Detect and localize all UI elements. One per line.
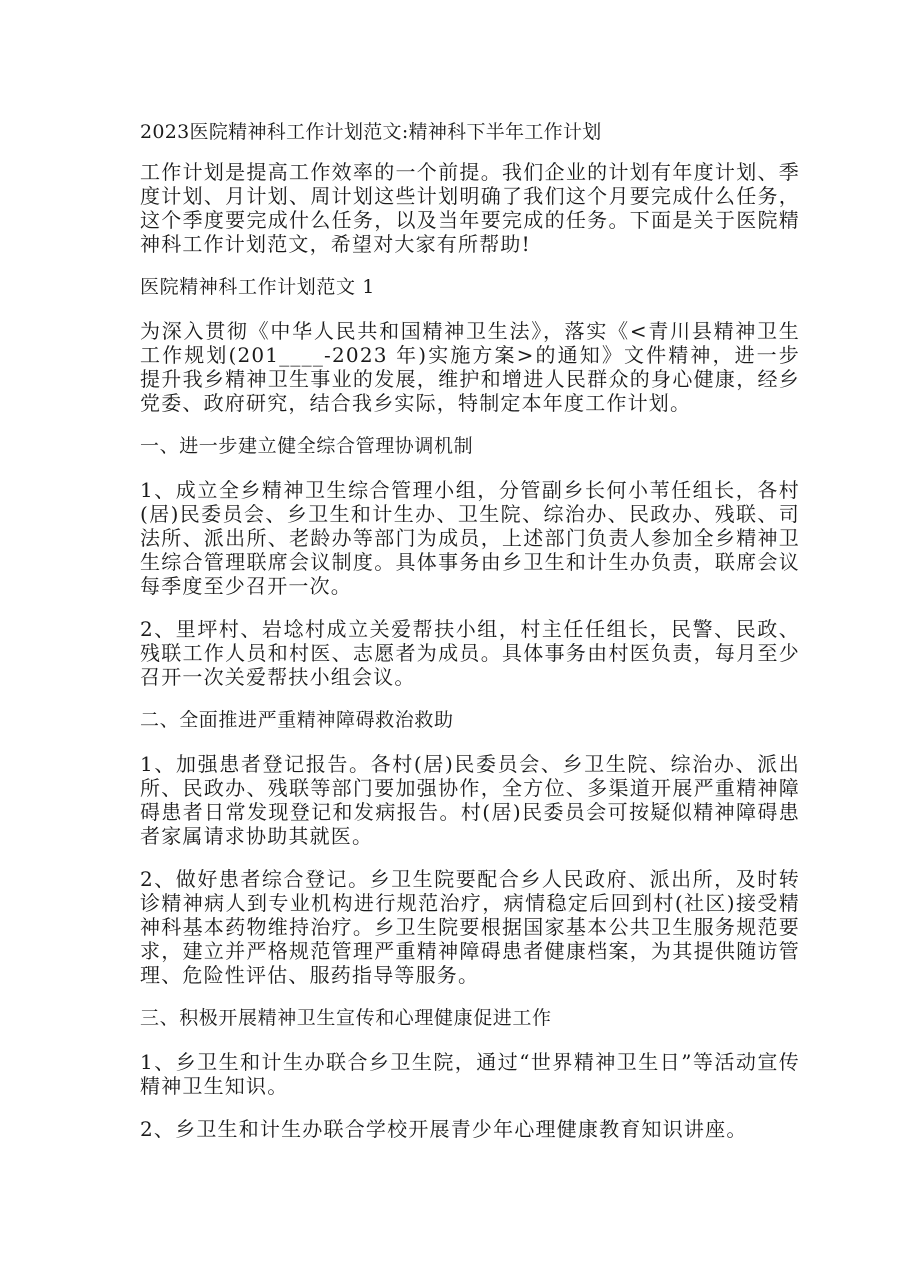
part2-heading: 二、全面推进严重精神障碍救治救助 [140, 709, 454, 731]
preamble-paragraph: 为深入贯彻《中华人民共和国精神卫生法》，落实《<青川县精神卫生工作规划(201____-2023 年)实施方案>的通知》文件精神，进一步提升我乡精神卫生事业的发展，维护和增进人民群众的身心健康，经乡党委、政府研究，结合我乡实际，特制定本年度工作计划。 [140, 319, 800, 415]
part2-item1: 1、加强患者登记报告。各村(居)民委员会、乡卫生院、综治办、派出所、民政办、残联等部门要加强协作，全方位、多渠道开展严重精神障碍患者日常发现登记和发病报告。村(居)民委员会可按疑似精神障碍患者家属请求协助其就医。 [140, 752, 800, 848]
part3-item2: 2、乡卫生和计生办联合学校开展青少年心理健康教育知识讲座。 [140, 1117, 748, 1141]
part1-heading: 一、进一步建立健全综合管理协调机制 [140, 435, 474, 457]
document-page [140, 118, 800, 1160]
part1-item2: 2、里坪村、岩埝村成立关爱帮扶小组，村主任任组长，民警、民政、残联工作人员和村医、志愿者为成员。具体事务由村医负责，每月至少召开一次关爱帮扶小组会议。 [140, 617, 800, 689]
part3-heading: 三、积极开展精神卫生宣传和心理健康促进工作 [140, 1007, 552, 1029]
section-title: 医院精神科工作计划范文 1 [140, 276, 375, 298]
part1-item1: 1、成立全乡精神卫生综合管理小组，分管副乡长何小苇任组长，各村(居)民委员会、乡卫生和计生办、卫生院、综治办、民政办、残联、司法所、派出所、老龄办等部门为成员，上述部门负责人参加全乡精神卫生综合管理联席会议制度。具体事务由乡卫生和计生办负责，联席会议每季度至少召开一次。 [140, 478, 800, 598]
part2-item2: 2、做好患者综合登记。乡卫生院要配合乡人民政府、派出所，及时转诊精神病人到专业机构进行规范治疗，病情稳定后回到村(社区)接受精神科基本药物维持治疗。乡卫生院要根据国家基本公共卫生服务规范要求，建立并严格规范管理严重精神障碍患者健康档案，为其提供随访管理、危险性评估、服药指导等服务。 [140, 867, 800, 987]
part3-item1: 1、乡卫生和计生办联合乡卫生院，通过“世界精神卫生日”等活动宣传精神卫生知识。 [140, 1050, 800, 1098]
document-title: 2023医院精神科工作计划范文:精神科下半年工作计划 [140, 121, 602, 143]
intro-paragraph: 工作计划是提高工作效率的一个前提。我们企业的计划有年度计划、季度计划、月计划、周计划这些计划明确了我们这个月要完成什么任务，这个季度要完成什么任务，以及当年要完成的任务。下面是关于医院精神科工作计划范文，希望对大家有所帮助! [140, 160, 800, 256]
